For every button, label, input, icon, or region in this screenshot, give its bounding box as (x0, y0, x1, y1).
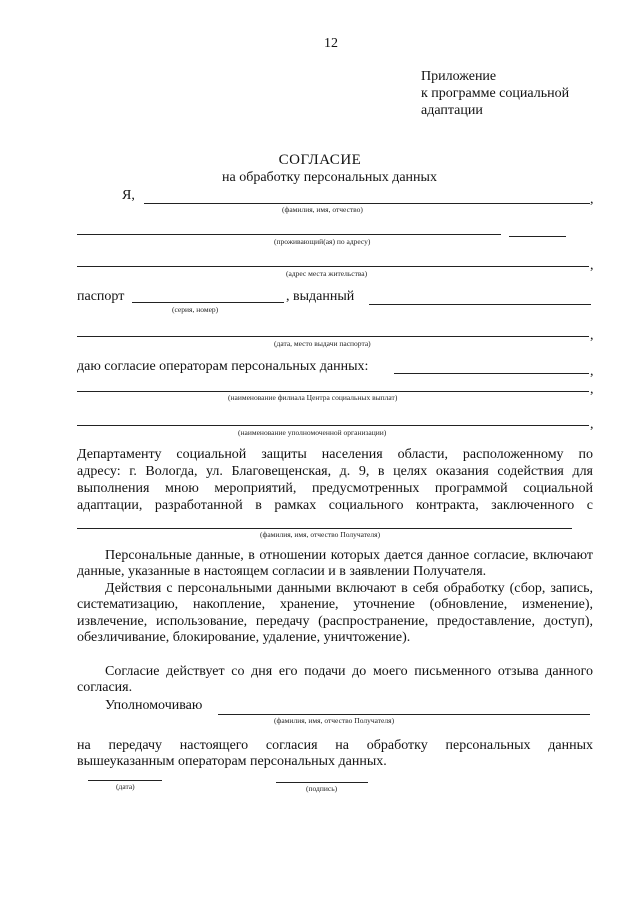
i-label: Я, (122, 188, 135, 203)
passport-label: паспорт (77, 289, 125, 304)
document-subtitle: на обработку персональных данных (222, 170, 437, 185)
paragraph-personal-data: Персональные данные, в отношении которых дается данное согласие, включают данные, указанные в настоящем согласии и в заявлении Получателя. (77, 548, 593, 580)
comma: , (590, 328, 594, 343)
department-line: Департаменту социальной защиты населения области, расположенному по (77, 447, 593, 462)
comma: , (590, 258, 594, 273)
residing-caption: (проживающий(ая) по адресу) (274, 237, 371, 246)
issued-by-line[interactable] (369, 304, 591, 305)
appendix-line: к программе социальной (421, 86, 570, 101)
residing-extra-line[interactable] (509, 236, 566, 237)
page-number: 12 (324, 36, 338, 51)
comma: , (590, 382, 594, 397)
paragraph-transfer: на передачу настоящего согласия на обработку персональных данных вышеуказанным операторам персональных данных. (77, 738, 593, 770)
authorize-label: Уполномочиваю (105, 698, 203, 713)
branch-input-line[interactable] (77, 391, 589, 392)
fio-input-line[interactable] (144, 203, 590, 204)
comma: , (590, 192, 594, 207)
address-caption: (адрес места жительства) (286, 269, 368, 278)
address-input-line[interactable] (77, 266, 589, 267)
comma: , (590, 417, 594, 432)
recipient-caption: (фамилия, имя, отчество Получателя) (260, 530, 381, 539)
fio-caption: (фамилия, имя, отчество) (282, 205, 363, 214)
document-title: СОГЛАСИЕ (278, 152, 362, 168)
org-caption: (наименование уполномоченной организации) (238, 428, 387, 437)
operators-input-line[interactable] (394, 373, 589, 374)
paragraph-actions: Действия с персональными данными включают в себя обработку (сбор, запись, систематизацию, накопление, хранение, уточнение (обновление, изменение), извлечение, использование, передачу (распространение, предоставление, доступ), обезличивание, блокирование, удаление, уничтожение). (77, 581, 593, 646)
org-input-line[interactable] (77, 425, 589, 426)
consent-operators-label: даю согласие операторам персональных данных: (77, 359, 369, 374)
sign-signature-line[interactable] (276, 782, 368, 783)
department-line: выполнения мною мероприятий, предусмотренных программой социальной (77, 481, 593, 496)
department-line: адресу: г. Вологда, ул. Благовещенская, д. 9, в целях оказания содействия для (77, 464, 593, 479)
issued-label: , выданный (286, 289, 355, 304)
sign-caption: (подпись) (306, 784, 338, 793)
appendix-block (421, 68, 569, 119)
branch-caption: (наименование филиала Центра социальных выплат) (228, 393, 398, 402)
series-caption: (серия, номер) (172, 305, 219, 314)
authorize-caption: (фамилия, имя, отчество Получателя) (274, 716, 395, 725)
appendix-line: Приложение (421, 69, 497, 84)
date-signature-line[interactable] (88, 780, 162, 781)
issue-caption: (дата, место выдачи паспорта) (274, 339, 371, 348)
authorize-input-line[interactable] (218, 714, 590, 715)
comma: , (590, 364, 594, 379)
issue-date-input-line[interactable] (77, 336, 589, 337)
passport-number-line[interactable] (132, 302, 284, 303)
date-caption: (дата) (116, 782, 135, 791)
department-line: адаптации, разработанной в рамках социального контракта, заключенного с (77, 498, 593, 513)
recipient-input-line[interactable] (77, 528, 572, 529)
residing-input-line[interactable] (77, 234, 501, 235)
paragraph-validity: Согласие действует со дня его подачи до моего письменного отзыва данного согласия. (77, 664, 593, 696)
appendix-line: адаптации (421, 103, 483, 118)
